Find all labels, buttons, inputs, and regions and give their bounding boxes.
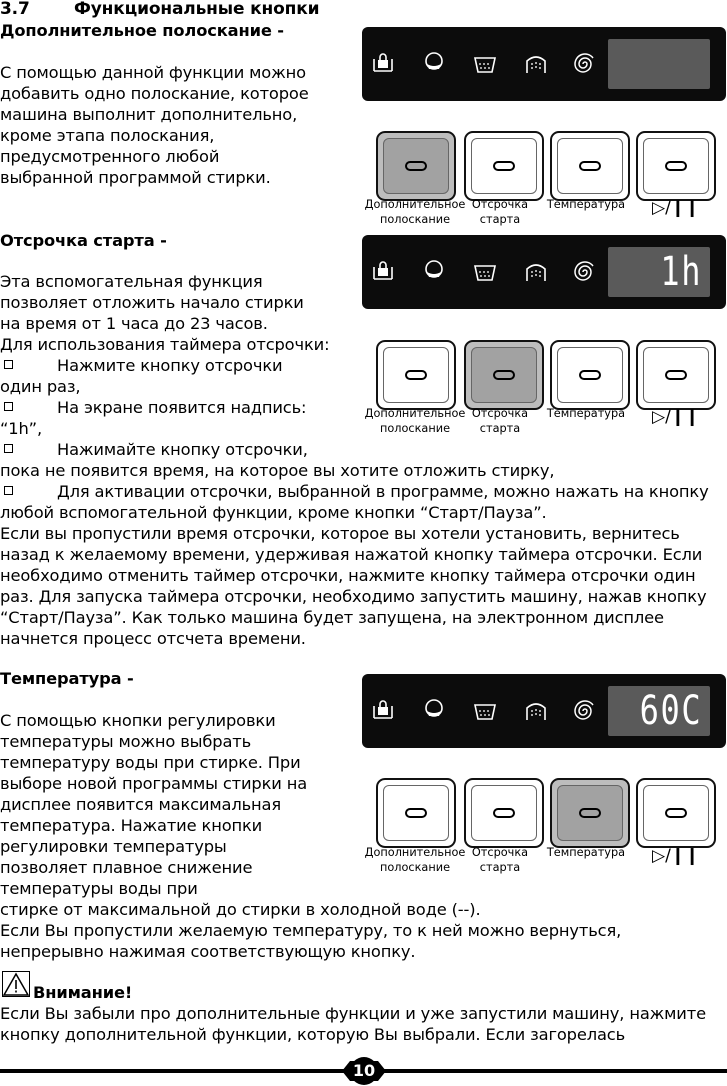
section-number: 3.7 xyxy=(0,0,30,19)
rinse-icon xyxy=(521,257,551,287)
button-row xyxy=(376,340,712,408)
label-temperature: Температура xyxy=(546,846,626,859)
prewash-icon xyxy=(419,49,449,79)
lcd-display xyxy=(608,39,710,89)
label-extra-rinse: Дополнительное полоскание xyxy=(364,846,466,874)
lcd-display xyxy=(608,686,710,736)
bullet-icon xyxy=(4,444,13,453)
label-extra-rinse: Дополнительное полоскание xyxy=(364,198,466,226)
page-number: 10 xyxy=(352,1061,376,1080)
rinse-icon xyxy=(521,49,551,79)
delay-paragraph: Если вы пропустили время отсрочки, которое вы хотели установить, вернитесь назад к желаемому времени, удерживая нажатой кнопку таймера отсрочки. Если необходимо отменить таймер отсрочки, нажмите кнопку таймера отсрочки один раз. Для запуска таймера отсрочки, необходимо запустить машину, нажав кнопку “Старт/Пауза”. Как только машина будет запущена, на электронном дисплее начнется процесс отсчета времени. xyxy=(0,524,707,648)
delay-step-1 xyxy=(0,355,282,376)
warning-title: Внимание! xyxy=(33,983,133,1002)
section-title: Функциональные кнопки xyxy=(74,0,320,19)
label-temperature: Температура xyxy=(546,407,626,420)
spin-icon xyxy=(570,257,600,287)
label-delay: Отсрочка старта xyxy=(471,198,529,226)
wash-icon xyxy=(470,257,500,287)
extra-rinse-button[interactable] xyxy=(376,778,456,848)
delay-step-4 xyxy=(0,481,709,502)
extra-rinse-text: С помощью данной функции можно добавить одно полоскание, которое машина выполнит дополнительно, кроме этапа полоскания, предусмотренного любой выбранной программой стирки. xyxy=(0,63,309,187)
label-start-pause: ▷/❙❙ xyxy=(652,846,700,866)
rinse-icon xyxy=(521,696,551,726)
lcd-readout: 1h xyxy=(660,249,702,295)
delay-start-button[interactable] xyxy=(464,778,544,848)
delay-start-button[interactable] xyxy=(464,340,544,410)
temperature-button[interactable] xyxy=(550,340,630,410)
step-text: На экране появится надпись: xyxy=(57,398,307,417)
start-pause-button[interactable] xyxy=(636,340,716,410)
delay-step-4-cont: любой вспомогательной функции, кроме кнопки “Старт/Пауза”. xyxy=(0,503,547,522)
step-text: Для активации отсрочки, выбранной в программе, можно нажать на кнопку xyxy=(57,482,709,501)
delay-step-2-cont: “1h”, xyxy=(0,419,42,438)
extra-rinse-heading: Дополнительное полоскание - xyxy=(0,21,284,40)
temperature-text-2: Если Вы пропустили желаемую температуру, то к ней можно вернуться, непрерывно нажимая соответствующую кнопку. xyxy=(0,921,622,961)
delay-start-button[interactable] xyxy=(464,131,544,201)
label-start-pause: ▷/❙❙ xyxy=(652,407,700,427)
temperature-heading: Температура - xyxy=(0,669,134,688)
bullet-icon xyxy=(4,402,13,411)
prewash-icon xyxy=(419,696,449,726)
delay-heading: Отсрочка старта - xyxy=(0,231,167,250)
delay-step-3-cont: пока не появится время, на которое вы хотите отложить стирку, xyxy=(0,461,555,480)
button-row xyxy=(376,778,712,846)
step-text: Нажимайте кнопку отсрочки, xyxy=(57,440,308,459)
delay-step-3 xyxy=(0,439,308,460)
warning-text: Если Вы забыли про дополнительные функции и уже запустили машину, нажмите кнопку дополнительной функции, которую Вы выбрали. Если загорелась xyxy=(0,1004,706,1044)
start-pause-button[interactable] xyxy=(636,778,716,848)
label-extra-rinse: Дополнительное полоскание xyxy=(364,407,466,435)
delay-step-2 xyxy=(0,397,306,418)
temperature-text: С помощью кнопки регулировки температуры можно выбрать температуру воды при стирке. При выборе новой программы стирки на дисплее появится максимальная температура. Нажатие кнопки регулировки температуры позволяет плавное снижение температуры воды при xyxy=(0,711,308,898)
step-text: Нажмите кнопку отсрочки xyxy=(57,356,283,375)
delay-intro: Эта вспомогательная функция позволяет отложить начало стирки на время от 1 часа до 23 часов. xyxy=(0,272,304,333)
display-panel xyxy=(362,674,726,748)
temperature-button[interactable] xyxy=(550,131,630,201)
extra-rinse-button[interactable] xyxy=(376,340,456,410)
temperature-button[interactable] xyxy=(550,778,630,848)
delay-step-1-cont: один раз, xyxy=(0,377,81,396)
bullet-icon xyxy=(4,360,13,369)
wash-icon xyxy=(470,49,500,79)
delay-usage: Для использования таймера отсрочки: xyxy=(0,335,330,354)
lcd-readout: 60C xyxy=(639,688,702,734)
child-lock-icon xyxy=(368,257,398,287)
lcd-display xyxy=(608,247,710,297)
label-delay: Отсрочка старта xyxy=(471,407,529,435)
label-delay: Отсрочка старта xyxy=(471,846,529,874)
wash-icon xyxy=(470,696,500,726)
spin-icon xyxy=(570,49,600,79)
spin-icon xyxy=(570,696,600,726)
display-panel xyxy=(362,235,726,309)
display-panel xyxy=(362,27,726,101)
label-start-pause: ▷/❙❙ xyxy=(652,198,700,218)
label-temperature: Температура xyxy=(546,198,626,211)
temperature-text-cont: стирке от максимальной до стирки в холодной воде (--). xyxy=(0,900,481,919)
prewash-icon xyxy=(419,257,449,287)
child-lock-icon xyxy=(368,49,398,79)
extra-rinse-button[interactable] xyxy=(376,131,456,201)
start-pause-button[interactable] xyxy=(636,131,716,201)
child-lock-icon xyxy=(368,696,398,726)
bullet-icon xyxy=(4,486,13,495)
button-row xyxy=(376,131,712,199)
warning-icon xyxy=(2,971,30,997)
